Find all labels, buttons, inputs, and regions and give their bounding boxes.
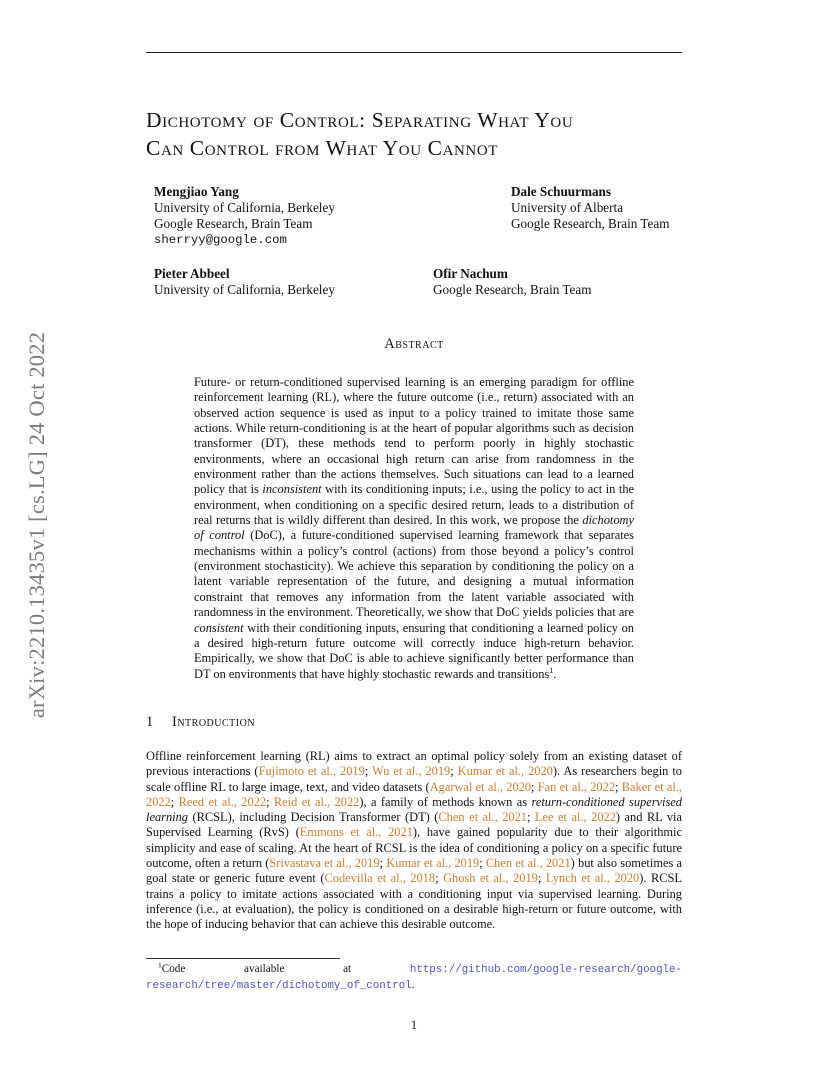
author-affiliation: University of California, Berkeley xyxy=(154,282,335,297)
section-number: 1 xyxy=(146,714,154,730)
section-heading-introduction xyxy=(146,714,255,731)
body-text: ) and RL via Supervised Learning (RvS) ( xyxy=(146,810,682,840)
separator: ; xyxy=(531,779,538,794)
author-block-1 xyxy=(154,184,335,248)
separator: ; xyxy=(450,764,458,779)
citation-link[interactable]: Ghosh et al., 2019 xyxy=(443,871,538,886)
author-block-2 xyxy=(511,184,670,232)
abstract-text: with their conditioning inputs, ensuring that conditioning a learned policy on a desired high-return future outcome will correctly induce high-return behavior. Empirically, we show that DoC is able to achieve significantly better performance than DT on environments that have highly stochastic rewards and transitions xyxy=(194,620,634,681)
citation-link[interactable]: Srivastava et al., 2019 xyxy=(269,856,380,871)
footnote-rule xyxy=(146,958,340,959)
abstract-emphasis: inconsistent xyxy=(262,482,322,497)
arxiv-stamp: arXiv:2210.13435v1 [cs.LG] 24 Oct 2022 xyxy=(24,331,49,719)
abstract-body xyxy=(194,375,634,682)
citation-link[interactable]: Chen et al., 2021 xyxy=(438,810,527,825)
separator: ; xyxy=(170,794,179,809)
page-number: 1 xyxy=(410,1018,418,1032)
author-name: Pieter Abbeel xyxy=(154,266,230,281)
citation-link[interactable]: Chen et al., 2021 xyxy=(485,856,571,871)
abstract-text: with its conditioning inputs; i.e., using the policy to act in the environment, when conditioning on a specific desired return, leads to a distribution of real returns that is wildly different than desired. In this work, we propose the xyxy=(194,482,635,528)
author-name: Ofir Nachum xyxy=(433,266,508,281)
body-emphasis: return-conditioned supervised learning xyxy=(146,794,682,825)
citation-link[interactable]: Codevilla et al., 2018 xyxy=(324,871,436,886)
separator: ; xyxy=(537,871,546,886)
top-rule xyxy=(146,52,682,53)
citation-link[interactable]: Emmons et al., 2021 xyxy=(299,825,413,840)
citation-link[interactable]: Reid et al., 2022 xyxy=(273,794,360,809)
title-line-1: Dichotomy of Control: Separating What You xyxy=(146,108,574,132)
body-text: Offline reinforcement learning (RL) aims to extract an optimal policy solely from an existing dataset of previous interactions ( xyxy=(146,749,682,779)
introduction-paragraph xyxy=(146,749,682,933)
citation-link[interactable]: Kumar et al., 2020 xyxy=(457,764,553,779)
separator: ; xyxy=(526,810,535,825)
separator: ; xyxy=(615,779,622,794)
author-name: Mengjiao Yang xyxy=(154,184,239,199)
separator: ; xyxy=(379,856,387,871)
citation-link[interactable]: Kumar et al., 2019 xyxy=(386,856,480,871)
body-text: ) but also sometimes a goal state or generic future event ( xyxy=(146,856,683,886)
citation-link[interactable]: Agarwal et al., 2020 xyxy=(429,779,532,794)
code-url-link[interactable]: https://github.com/google-research/google-research/tree/master/dichotomy_of_control xyxy=(146,964,682,992)
abstract-text: Future- or return-conditioned supervised learning is an emerging paradigm for offline reinforcement learning (RL), where the future outcome (i.e., return) associated with an observed action sequence is used as input to a policy trained to imitate those same actions. While return-conditioning is at the heart of popular algorithms such as decision transformer (DT), these methods tend to perform poorly in highly stochastic environments, where an occasional high return can arise from randomness in the environment rather than the actions themselves. Such situations can lead to a learned policy that is xyxy=(194,375,634,497)
author-affiliation: Google Research, Brain Team xyxy=(511,216,670,231)
citation-link[interactable]: Baker et al., 2022 xyxy=(146,779,682,809)
author-block-3 xyxy=(154,266,335,298)
author-block-4 xyxy=(433,266,592,298)
author-affiliation: University of Alberta xyxy=(511,200,624,215)
author-name: Dale Schuurmans xyxy=(511,184,612,199)
author-affiliation: University of California, Berkeley xyxy=(154,200,335,215)
body-text: ). As researchers begin to scale offline RL to large image, text, and video datasets ( xyxy=(146,764,682,794)
author-affiliation: Google Research, Brain Team xyxy=(154,216,313,231)
separator: ; xyxy=(435,871,444,886)
citation-link[interactable]: Reed et al., 2022 xyxy=(178,794,267,809)
footnote-reference[interactable]: 1 xyxy=(549,665,554,675)
citation-link[interactable]: Wu et al., 2019 xyxy=(372,764,451,779)
citation-link[interactable]: Fan et al., 2022 xyxy=(537,779,616,794)
body-text: ), a family of methods known as xyxy=(359,794,532,809)
separator: ; xyxy=(479,856,486,871)
abstract-text: . xyxy=(553,666,557,681)
footnote-mark: 1 xyxy=(158,960,162,970)
abstract-emphasis: consistent xyxy=(194,620,244,635)
body-text: ). RCSL trains a policy to imitate actions associated with a conditioning input via supervised learning. During inference (i.e., at evaluation), the policy is conditioned on a desirable high-return or future outcome, with the hope of inducing behavior that can achieve this desirable outcome. xyxy=(146,871,682,932)
author-affiliation: Google Research, Brain Team xyxy=(433,282,592,297)
body-text: (RCSL), including Decision Transformer (DT) ( xyxy=(188,810,439,825)
citation-link[interactable]: Fujimoto et al., 2019 xyxy=(258,764,365,779)
footnote xyxy=(146,962,682,993)
author-email[interactable]: sherryy@google.com xyxy=(154,233,287,247)
paper-title xyxy=(146,106,706,162)
abstract-heading: Abstract xyxy=(384,336,444,352)
citation-link[interactable]: Lynch et al., 2020 xyxy=(545,871,640,886)
separator: ; xyxy=(364,764,373,779)
title-line-2: Can Control from What You Cannot xyxy=(146,136,499,160)
footnote-text: . xyxy=(411,978,415,991)
abstract-emphasis: dichotomy of control xyxy=(194,513,634,543)
abstract-text: (DoC), a future-conditioned supervised learning framework that separates mechanisms within a policy’s control (actions) from those beyond a policy’s control (environment stochasticity). We achieve this separation by conditioning the policy on a latent variable representation of the future, and designing a mutual information constraint that removes any information from the latent variable associated with randomness in the environment. Theoretically, we show that DoC yields policies that are xyxy=(194,528,634,620)
footnote-text: Code available at xyxy=(161,963,410,975)
citation-link[interactable]: Lee et al., 2022 xyxy=(534,810,616,825)
body-text: ), have gained popularity due to their algorithmic simplicity and ease of scaling. At the heart of RCSL is the idea of conditioning a policy on a specific future outcome, often a return ( xyxy=(146,825,682,871)
section-title: Introduction xyxy=(172,714,256,730)
separator: ; xyxy=(266,794,274,809)
